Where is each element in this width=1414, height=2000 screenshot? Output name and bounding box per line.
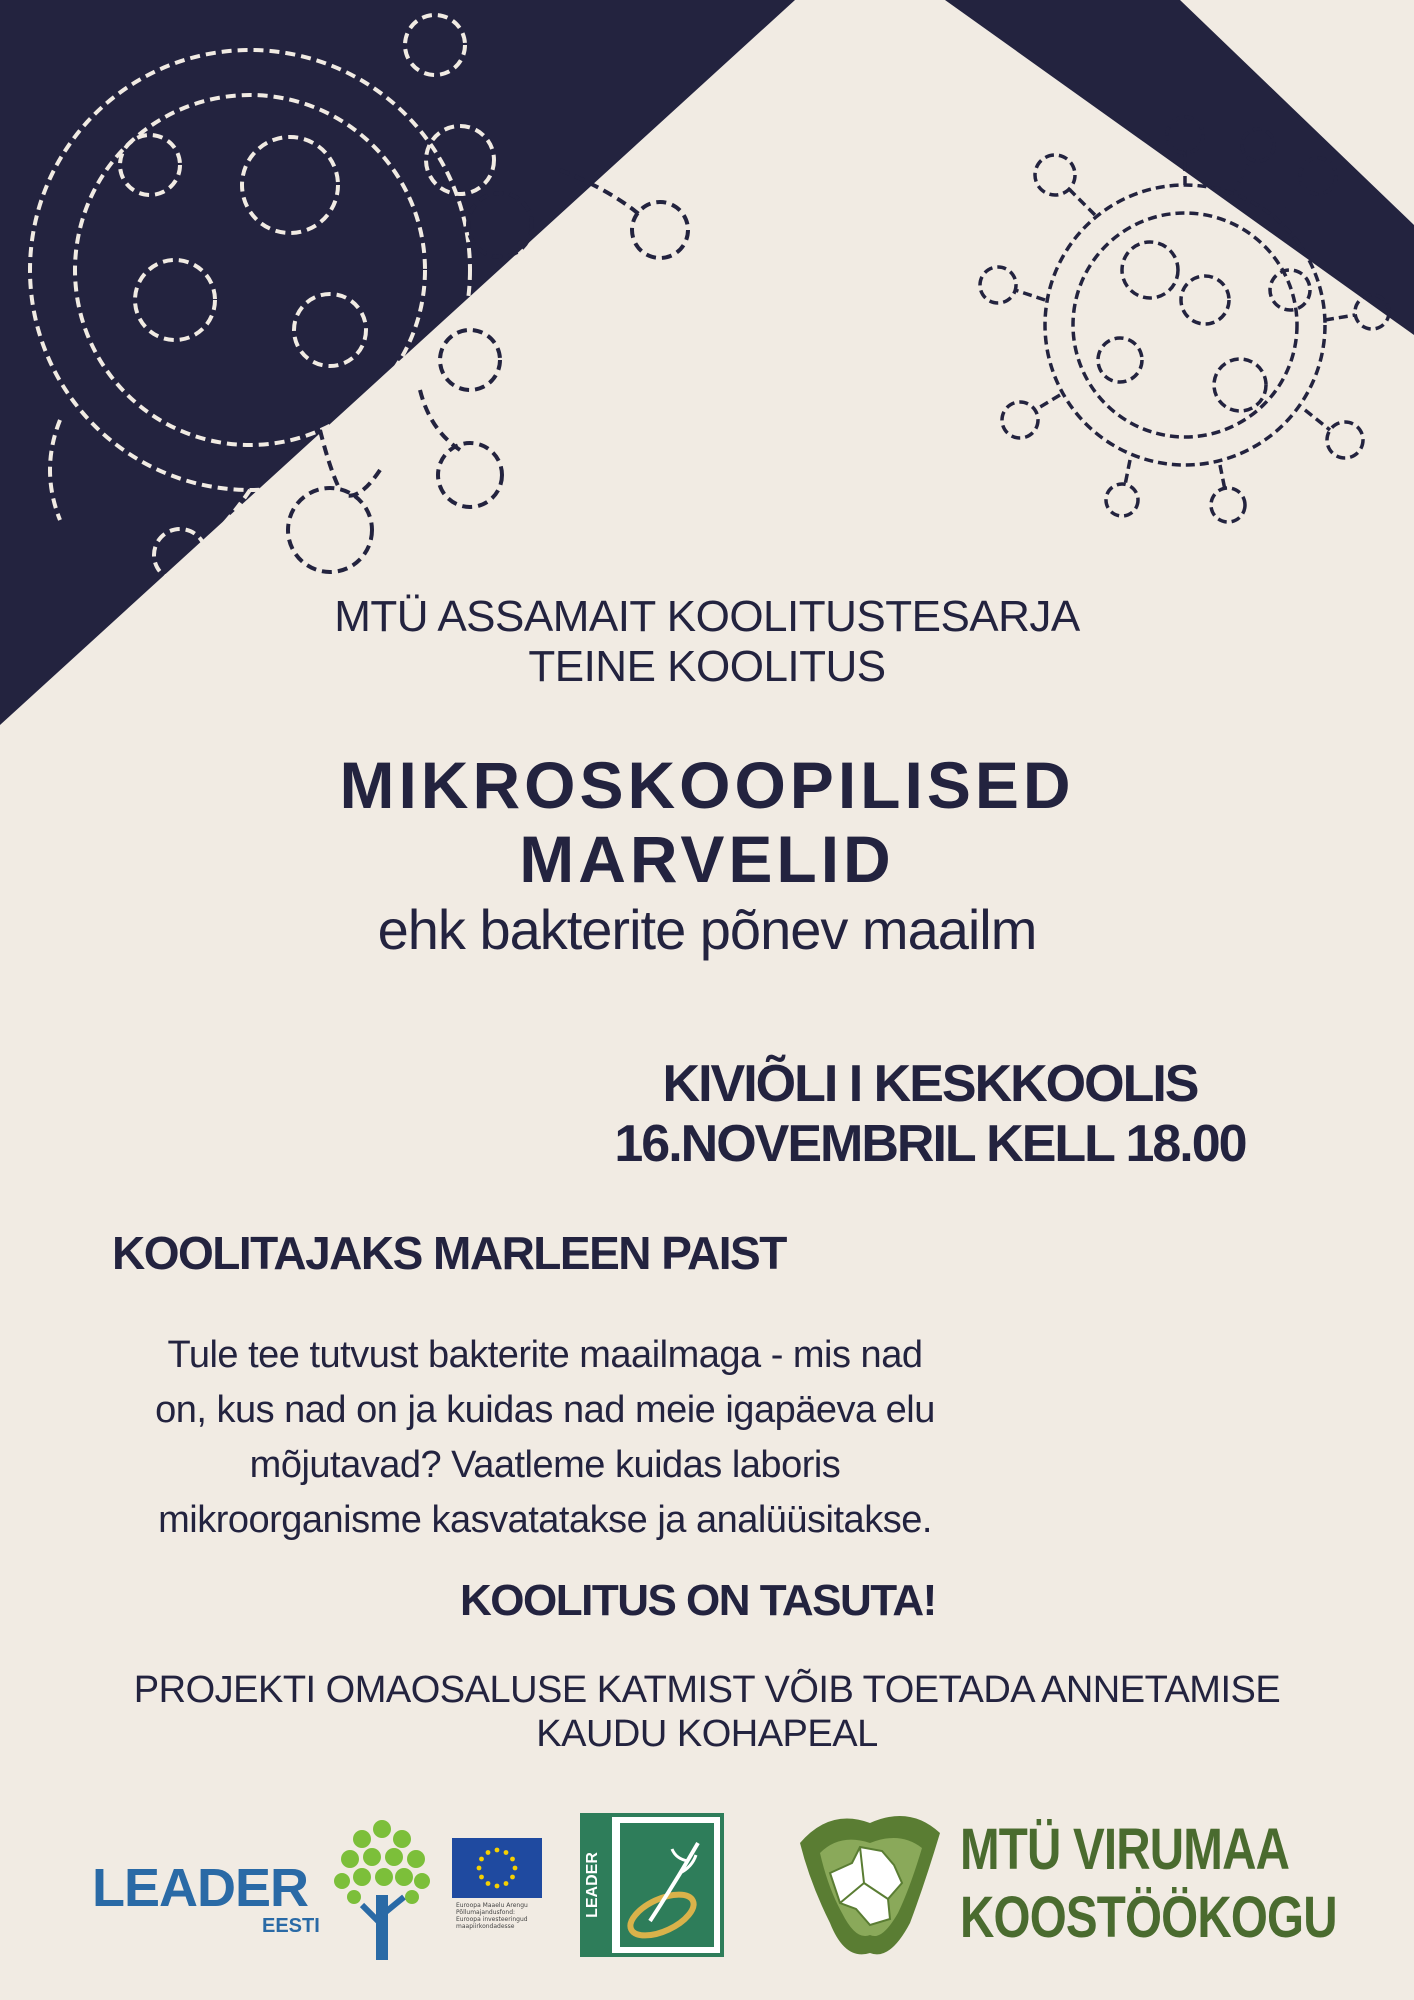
donation-line-1: PROJEKTI OMAOSALUSE KATMIST VÕIB TOETADA ANNETAMISE xyxy=(133,1669,1281,1711)
partner-name-line-1: MTÜ VIRUMAA xyxy=(960,1817,1290,1882)
subtitle-line-2: TEINE KOOLITUS xyxy=(528,642,886,691)
leader-wordmark: LEADER xyxy=(92,1858,309,1918)
leader-eesti-logo xyxy=(92,1815,432,1965)
donation-line-2: KAUDU KOHAPEAL xyxy=(536,1713,878,1755)
description-line-2: on, kus nad on ja kuidas nad meie igapäeva elu xyxy=(155,1389,935,1431)
event-title xyxy=(180,748,1234,896)
virumaa-map-icon xyxy=(790,1803,950,1963)
trainer-name: KOOLITAJAKS MARLEEN PAIST xyxy=(112,1227,786,1279)
partner-name xyxy=(960,1816,1337,1952)
description-line-3: mõjutavad? Vaatleme kuidas laboris xyxy=(249,1444,841,1486)
virumaa-koostookogu-logo xyxy=(790,1803,950,1963)
leader-square-icon xyxy=(580,1813,724,1957)
donation-note xyxy=(80,1668,1334,1756)
subtitle-line-1: MTÜ ASSAMAIT KOOLITUSTESARJA xyxy=(334,592,1080,641)
event-venue-datetime xyxy=(560,1054,1300,1174)
title-line-2: MARVELID xyxy=(519,822,895,896)
eu-fund-caption: Euroopa Maaelu Arengu Põllumajandusfond: Euroopa investeeringud maapiirkondadesse xyxy=(456,1902,528,1930)
series-subtitle xyxy=(180,592,1234,692)
description-line-1: Tule tee tutvust bakterite maailmaga - mis nad xyxy=(167,1334,923,1376)
partner-name-line-2: KOOSTÖÖKOGU xyxy=(960,1885,1337,1950)
event-venue: KIVIÕLI I KESKKOOLIS xyxy=(662,1055,1198,1113)
event-description xyxy=(60,1328,1030,1548)
event-tagline: ehk bakterite põnev maailm xyxy=(377,898,1037,961)
event-datetime: 16.NOVEMBRIL KELL 18.00 xyxy=(614,1115,1246,1173)
description-line-4: mikroorganisme kasvatatakse ja analüüsitakse. xyxy=(158,1499,932,1541)
leader-square-logo xyxy=(580,1813,724,1957)
leader-square-text: LEADER xyxy=(584,1852,601,1918)
leader-country-label: EESTI xyxy=(262,1915,320,1937)
free-admission-note: KOOLITUS ON TASUTA! xyxy=(460,1576,936,1625)
eu-flag-logo xyxy=(452,1838,542,1938)
title-line-1: MIKROSKOOPILISED xyxy=(339,748,1075,822)
eu-flag-icon xyxy=(452,1838,542,1898)
leader-tree-icon xyxy=(332,1815,432,1965)
